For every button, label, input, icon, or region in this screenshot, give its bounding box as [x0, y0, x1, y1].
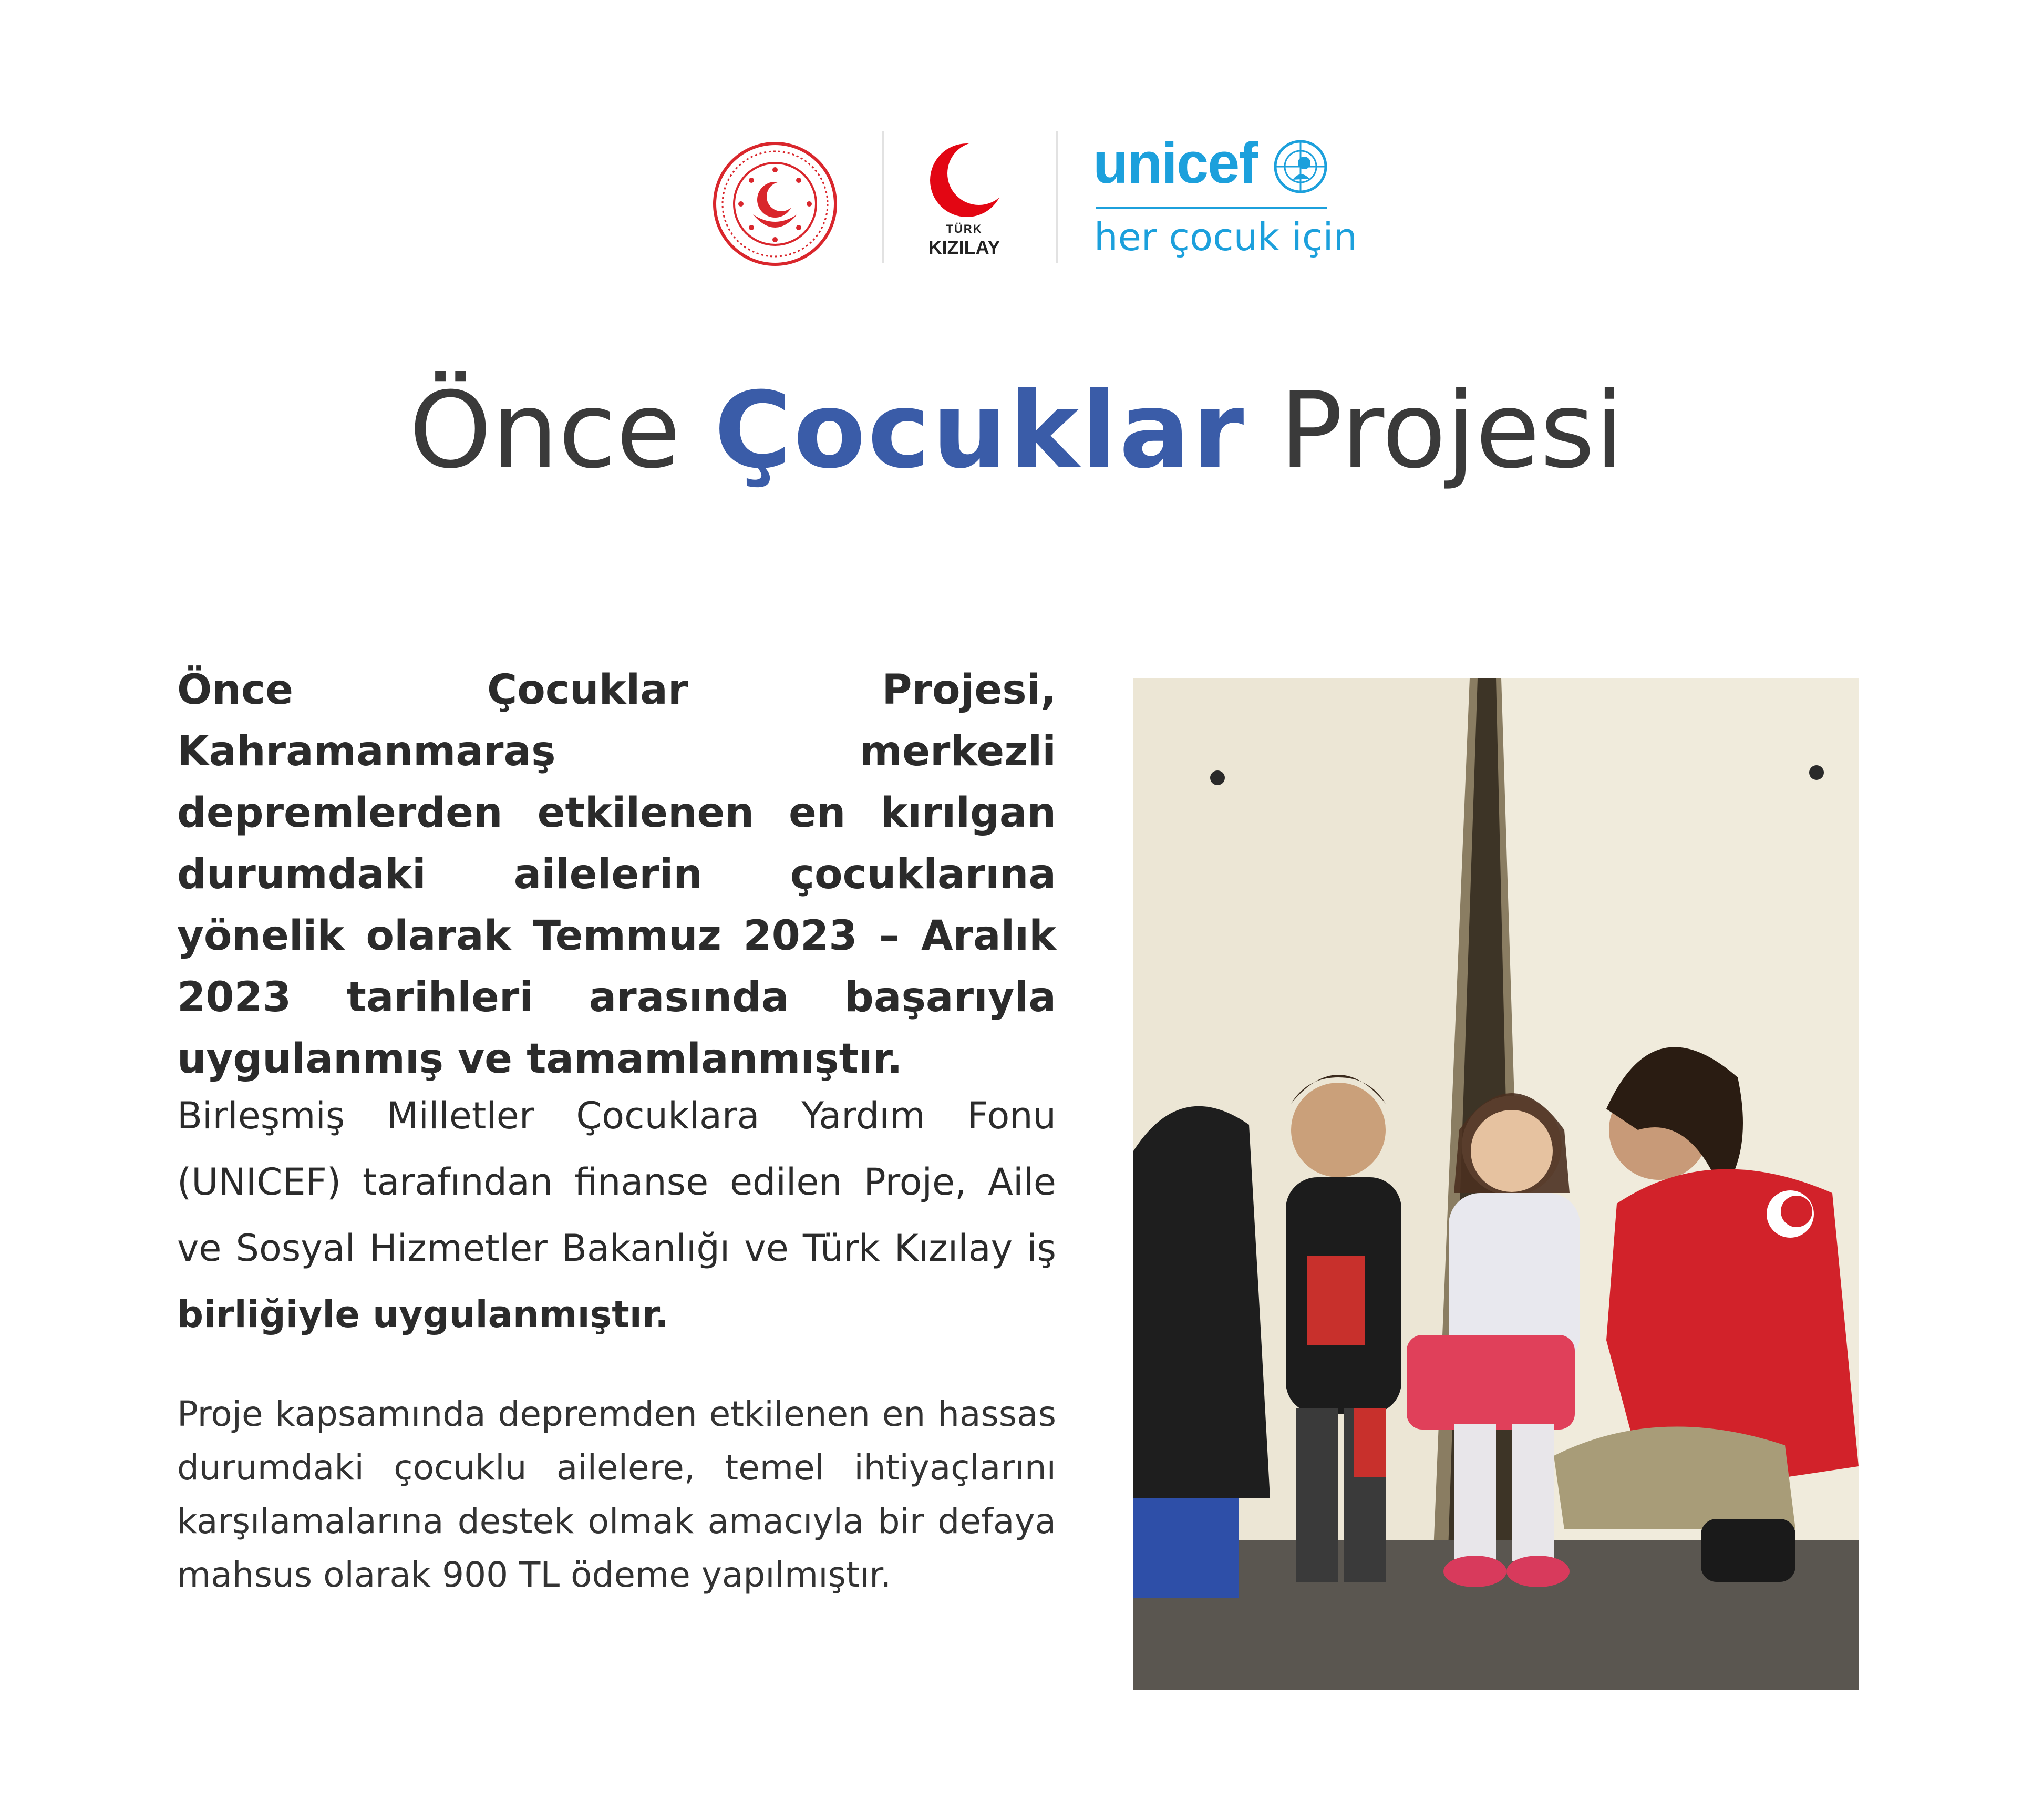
- intro-paragraph: Önce Çocuklar Projesi, Kahramanmaraş merkezli depremlerden etkilenen en kırılgan durumdaki ailelerin çocuklarına yönelik olarak Temmuz 2023 – Aralık 2023 tarihleri arasında başarıyla uygulanmış ve tamamlanmıştır.: [177, 666, 1056, 1083]
- project-photo: [1133, 678, 1859, 1690]
- page-title: [0, 368, 2033, 494]
- title-part1: Önce: [409, 369, 681, 492]
- unicef-wordmark: unicef: [1093, 131, 1257, 196]
- partnership-text-bold: birliğiyle uygulanmıştır.: [177, 1293, 669, 1336]
- red-crescent-icon: [927, 141, 1006, 220]
- unicef-tagline: her çocuk için: [1094, 215, 1358, 259]
- logo-divider: [1056, 131, 1058, 263]
- ministry-seal-icon: [712, 141, 838, 267]
- logo-strip: [0, 131, 2033, 268]
- logo-divider: [882, 131, 884, 263]
- payment-paragraph: Proje kapsamında depremden etkilenen en hassas durumdaki çocuklu ailelere, temel ihtiyaçlarını karşılamalarına destek olmak amacıyla bir defaya mahsus olarak 900 TL ödeme yapılmıştır.: [177, 1394, 1056, 1595]
- kizilay-line1: TÜRK: [946, 222, 983, 235]
- unicef-underline: [1096, 207, 1327, 209]
- title-accent: Çocuklar: [714, 369, 1246, 492]
- kizilay-line2: KIZILAY: [928, 237, 1000, 258]
- partnership-paragraph: [177, 1083, 1056, 1348]
- title-part2: Projesi: [1279, 369, 1624, 492]
- kizilay-logo-text: [914, 223, 1014, 257]
- unicef-globe-icon: [1272, 138, 1329, 196]
- partnership-text: Birleşmiş Milletler Çocuklara Yardım Fonu (UNICEF) tarafından finanse edilen Proje, Aile ve Sosyal Hizmetler Bakanlığı ve Türk Kızılay iş: [177, 1094, 1056, 1270]
